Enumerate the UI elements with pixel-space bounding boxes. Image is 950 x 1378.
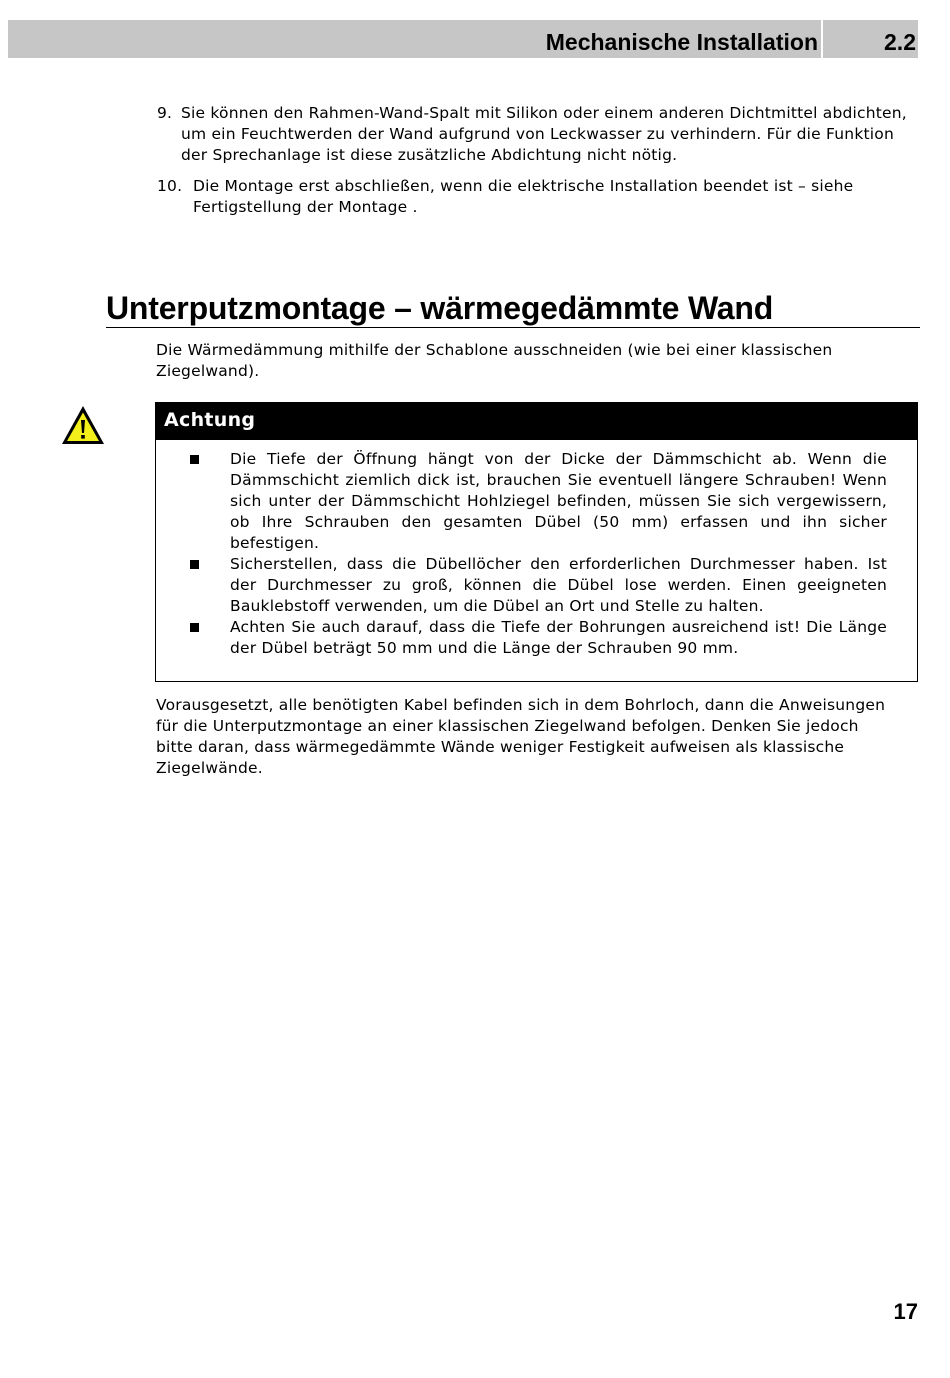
list-item bbox=[156, 449, 917, 554]
step-text: Sie können den Rahmen-Wand-Spalt mit Silikon oder einem anderen Dichtmittel abdichten, um ein Feuchtwerden der Wand aufgrund von Leckwasser zu verhindern. Für die Funktion der Sprechanlage ist diese zusätzliche Abdichtung nicht nötig. bbox=[181, 104, 907, 164]
list-item-text: Sicherstellen, dass die Dübellöcher den erforderlichen Durchmesser haben. Ist der Durchmesser zu groß, können die Dübel lose werden. Einen geeigneten Bauklebstoff verwenden, um die Dübel an Ort und Stelle zu halten. bbox=[230, 555, 887, 615]
list-item-text: Achten Sie auch darauf, dass die Tiefe der Bohrungen ausreichend ist! Die Länge der Dübel beträgt 50 mm und die Länge der Schrauben 90 mm. bbox=[230, 618, 887, 657]
section-divider bbox=[106, 327, 920, 328]
section-number: 2.2 bbox=[884, 29, 916, 55]
step-text: Die Montage erst abschließen, wenn die elektrische Installation beendet ist – siehe Fertigstellung der Montage . bbox=[193, 177, 854, 216]
warning-callout bbox=[155, 402, 918, 682]
list-item-text: Die Tiefe der Öffnung hängt von der Dicke der Dämmschicht ab. Wenn die Dämmschicht ziemlich dick ist, brauchen Sie eventuell längere Schrauben! Wenn sich unter der Dämmschicht Hohlziegel befinden, müssen Sie sich vergewissern, ob Ihre Schrauben den gesamten Dübel (50 mm) erfassen und ihn sicher befestigen. bbox=[230, 450, 887, 552]
step-number: 9. bbox=[157, 104, 173, 122]
section-intro: Die Wärmedämmung mithilfe der Schablone ausschneiden (wie bei einer klassischen Ziegelwand). bbox=[156, 341, 833, 380]
step-item bbox=[157, 176, 922, 218]
step-number: 10. bbox=[157, 177, 183, 195]
step-item bbox=[157, 103, 922, 166]
square-bullet-icon bbox=[190, 623, 199, 632]
list-item bbox=[156, 554, 917, 617]
square-bullet-icon bbox=[190, 455, 199, 464]
callout-list bbox=[156, 449, 917, 659]
square-bullet-icon bbox=[190, 560, 199, 569]
header-title: Mechanische Installation bbox=[545, 29, 818, 55]
closing-paragraph: Vorausgesetzt, alle benötigten Kabel befinden sich in dem Bohrloch, dann die Anweisungen für die Unterputzmontage an einer klassischen Ziegelwand befolgen. Denken Sie jedoch bitte daran, dass wärmegedämmte Wände weniger Festigkeit aufweisen als klassische Ziegelwände. bbox=[156, 696, 886, 777]
warning-triangle-icon bbox=[60, 404, 106, 446]
header-bar bbox=[8, 20, 918, 58]
section-title: Unterputzmontage – wärmegedämmte Wand bbox=[106, 290, 774, 326]
list-item bbox=[156, 617, 917, 659]
callout-title: Achtung bbox=[156, 403, 917, 440]
page-number: 17 bbox=[893, 1299, 918, 1324]
